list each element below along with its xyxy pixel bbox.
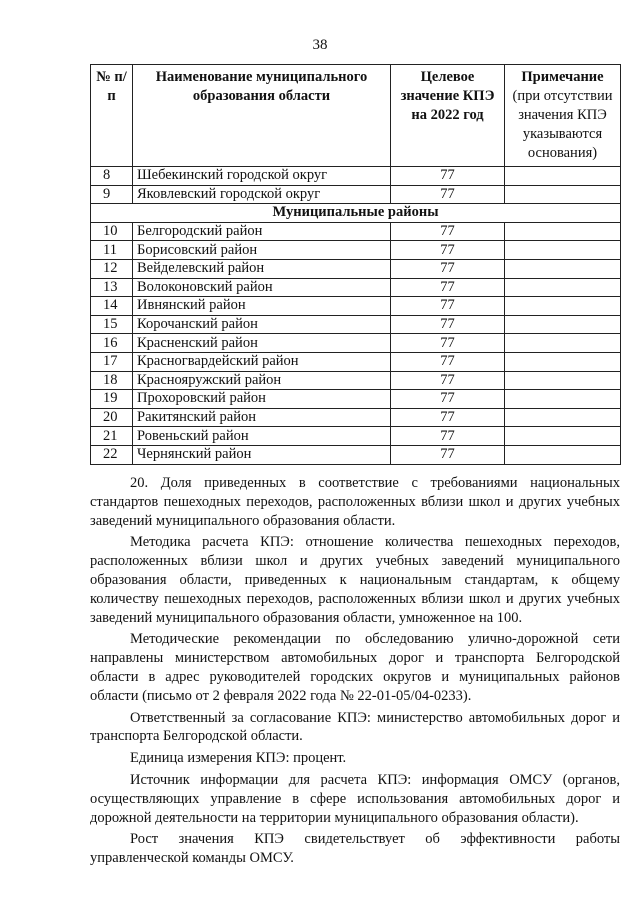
row-value: 77 [391, 259, 505, 278]
paragraph: 20. Доля приведенных в соответствие с требованиями национальных стандартов пешеходных переходов, расположенных вблизи школ и других учебных заведений муниципального образования области. [90, 475, 620, 529]
paragraph: Методические рекомендации по обследованию улично-дорожной сети направлены министерством автомобильных дорог и транспорта Белгородской области в адрес руководителей городских округов и муниципальных районов области (письмо от 2 февраля 2022 года № 22-01-05/04-0233). [90, 631, 620, 704]
row-value: 77 [391, 167, 505, 186]
row-name: Шебекинский городской округ [133, 167, 391, 186]
row-name: Ракитянский район [133, 408, 391, 427]
table-row [91, 185, 621, 204]
table-row [91, 445, 621, 464]
table-row [91, 334, 621, 353]
table-row [91, 315, 621, 334]
row-name: Волоконовский район [133, 278, 391, 297]
row-number: 20 [91, 408, 133, 427]
row-number: 15 [91, 315, 133, 334]
row-value: 77 [391, 222, 505, 241]
row-note [505, 427, 621, 446]
row-number: 22 [91, 445, 133, 464]
header-num: № п/п [91, 65, 133, 167]
row-value: 77 [391, 297, 505, 316]
section-row [91, 204, 621, 223]
row-note [505, 334, 621, 353]
header-name: Наименование муниципального образования области [133, 65, 391, 167]
body-text [90, 474, 620, 868]
row-number: 14 [91, 297, 133, 316]
page-number: 38 [312, 37, 328, 53]
paragraph: Ответственный за согласование КПЭ: министерство автомобильных дорог и транспорта Белгородской области. [90, 709, 620, 745]
row-number: 10 [91, 222, 133, 241]
row-note [505, 278, 621, 297]
row-note [505, 408, 621, 427]
row-name: Корочанский район [133, 315, 391, 334]
table-row [91, 352, 621, 371]
row-value: 77 [391, 445, 505, 464]
row-note [505, 222, 621, 241]
row-name: Борисовский район [133, 241, 391, 260]
row-note [505, 315, 621, 334]
row-note [505, 445, 621, 464]
row-name: Ровеньский район [133, 427, 391, 446]
row-name: Прохоровский район [133, 390, 391, 409]
row-number: 8 [91, 167, 133, 186]
row-name: Белгородский район [133, 222, 391, 241]
row-number: 19 [91, 390, 133, 409]
row-name: Краснояружский район [133, 371, 391, 390]
paragraph: Источник информации для расчета КПЭ: информация ОМСУ (органов, осуществляющих управление в сфере использования автомобильных дорог и дорожной деятельности на территории муниципального образования области). [90, 771, 620, 826]
header-target: Целевое значение КПЭ на 2022 год [391, 65, 505, 167]
table-row [91, 390, 621, 409]
header-note-sub: (при отсутствии значения КПЭ указываются основания) [512, 88, 613, 161]
paragraph: Рост значения КПЭ свидетельствует об эффективности работы управленческой команды ОМСУ. [90, 831, 620, 867]
table-row [91, 167, 621, 186]
row-note [505, 371, 621, 390]
row-note [505, 167, 621, 186]
table-row [91, 297, 621, 316]
row-name: Вейделевский район [133, 259, 391, 278]
row-number: 16 [91, 334, 133, 353]
row-value: 77 [391, 241, 505, 260]
table-row [91, 408, 621, 427]
row-note [505, 241, 621, 260]
row-value: 77 [391, 334, 505, 353]
table-row [91, 222, 621, 241]
table-row [91, 278, 621, 297]
paragraph: Методика расчета КПЭ: отношение количества пешеходных переходов, расположенных вблизи школ и других учебных заведений муниципального образования области, приведенных к национальным стандартам, к общему количеству пешеходных переходов, расположенных вблизи школ и других учебных заведений муниципального образования области, умноженное на 100. [90, 534, 620, 626]
row-note [505, 185, 621, 204]
header-note [505, 65, 621, 167]
row-note [505, 390, 621, 409]
row-name: Яковлевский городской округ [133, 185, 391, 204]
header-note-title: Примечание [521, 69, 604, 85]
row-note [505, 297, 621, 316]
row-note [505, 352, 621, 371]
row-name: Красногвардейский район [133, 352, 391, 371]
section-title: Муниципальные районы [91, 204, 621, 223]
row-name: Ивнянский район [133, 297, 391, 316]
table-row [91, 259, 621, 278]
row-number: 17 [91, 352, 133, 371]
row-number: 18 [91, 371, 133, 390]
row-value: 77 [391, 315, 505, 334]
kpe-table [90, 64, 621, 465]
paragraph: Единица измерения КПЭ: процент. [130, 750, 347, 767]
table-row [91, 371, 621, 390]
row-number: 11 [91, 241, 133, 260]
row-value: 77 [391, 371, 505, 390]
row-number: 12 [91, 259, 133, 278]
row-name: Чернянский район [133, 445, 391, 464]
row-number: 9 [91, 185, 133, 204]
table-row [91, 427, 621, 446]
row-note [505, 259, 621, 278]
row-value: 77 [391, 352, 505, 371]
row-value: 77 [391, 427, 505, 446]
row-number: 13 [91, 278, 133, 297]
table-row [91, 241, 621, 260]
row-value: 77 [391, 278, 505, 297]
row-number: 21 [91, 427, 133, 446]
row-value: 77 [391, 408, 505, 427]
table-header-row [91, 65, 621, 167]
row-name: Красненский район [133, 334, 391, 353]
row-value: 77 [391, 390, 505, 409]
row-value: 77 [391, 185, 505, 204]
